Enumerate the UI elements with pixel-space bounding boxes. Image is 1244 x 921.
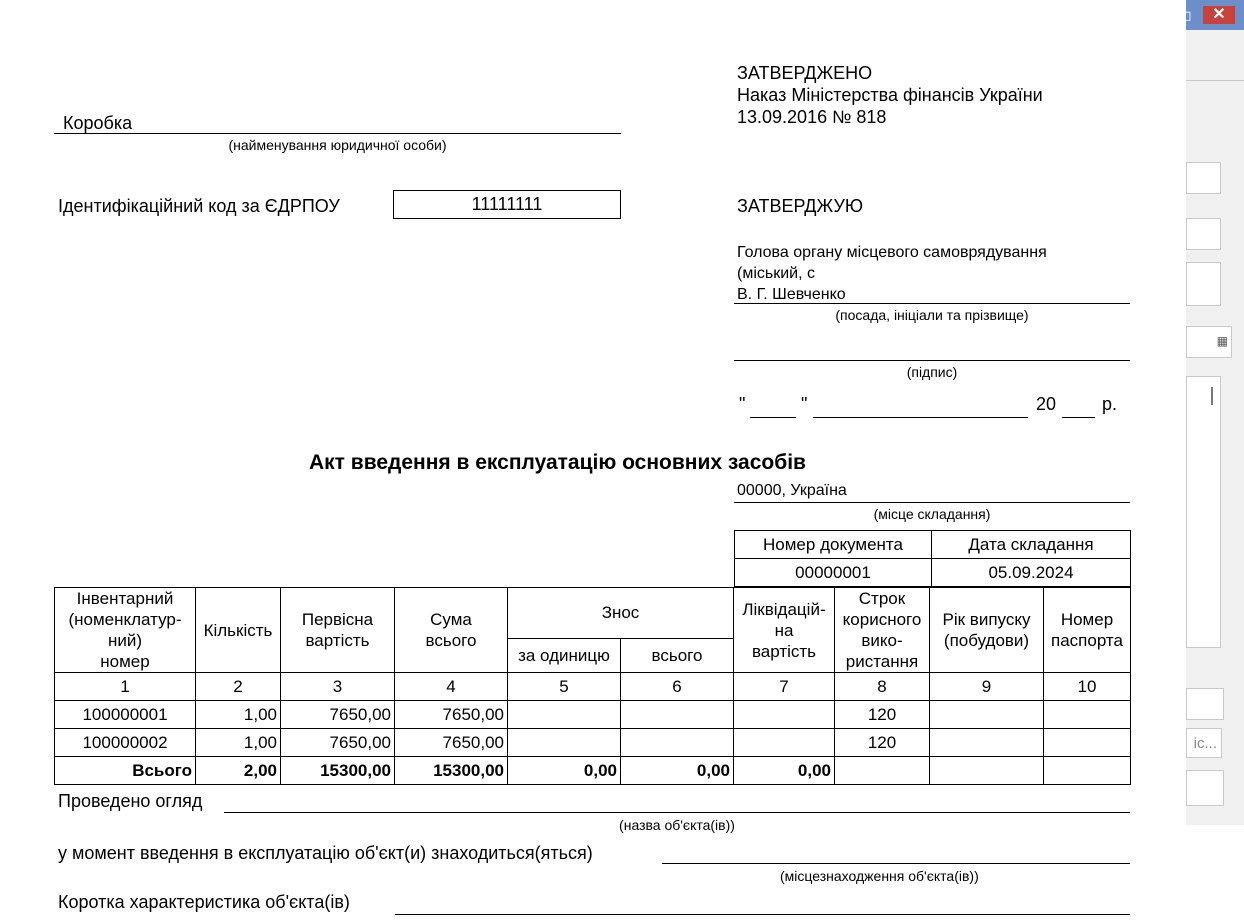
- cell-dep-total: [621, 729, 734, 757]
- side-panel: [1172, 0, 1244, 921]
- cell-inventory: 100000002: [55, 729, 196, 757]
- date-day-line: [750, 417, 796, 418]
- total-quantity: 2,00: [196, 757, 281, 785]
- col-number: 1: [55, 673, 196, 701]
- table-row: [55, 701, 1131, 729]
- place-line: [734, 502, 1130, 503]
- col-year-header: Рік випуску (побудови): [930, 588, 1044, 673]
- cell-initial: 7650,00: [281, 729, 395, 757]
- col-number: 9: [930, 673, 1044, 701]
- restore-icon[interactable]: ◻: [1180, 7, 1192, 23]
- cell-life: 120: [835, 701, 930, 729]
- total-passport: [1044, 757, 1131, 785]
- cell-life: 120: [835, 729, 930, 757]
- col-number: 4: [395, 673, 508, 701]
- inspection-line: [224, 812, 1130, 813]
- cell-quantity: 1,00: [196, 701, 281, 729]
- doc-number: 00000001: [735, 559, 932, 587]
- signature-line: [734, 360, 1130, 361]
- doc-info-table: [734, 530, 1131, 587]
- location-caption: (місцезнаходження об'єкта(ів)): [780, 868, 979, 884]
- date-month-line: [813, 417, 1028, 418]
- cell-per-unit: [508, 701, 621, 729]
- date-quote-close: ": [801, 394, 808, 414]
- total-year: [930, 757, 1044, 785]
- cell-year: [930, 701, 1044, 729]
- total-initial: 15300,00: [281, 757, 395, 785]
- side-button[interactable]: [1186, 688, 1224, 720]
- doc-date-label: Дата складання: [932, 531, 1131, 559]
- org-caption: (найменування юридичної особи): [228, 137, 447, 153]
- date-year-line: [1062, 417, 1095, 418]
- cell-per-unit: [508, 729, 621, 757]
- approval-block: [737, 62, 1043, 128]
- date-year-suffix: р.: [1102, 394, 1118, 414]
- cell-inventory: 100000001: [55, 701, 196, 729]
- total-life: [835, 757, 930, 785]
- total-row: [55, 757, 1131, 785]
- scrollbar-thumb[interactable]: [1211, 387, 1213, 405]
- col-number: 8: [835, 673, 930, 701]
- doc-number-label: Номер документа: [735, 531, 932, 559]
- cell-sum: 7650,00: [395, 729, 508, 757]
- col-number: 3: [281, 673, 395, 701]
- cell-year: [930, 729, 1044, 757]
- col-number: 10: [1044, 673, 1131, 701]
- col-quantity-header: Кількість: [196, 588, 281, 673]
- col-number: 6: [621, 673, 734, 701]
- org-name: Коробка: [63, 113, 133, 133]
- side-date-field[interactable]: [1186, 326, 1232, 358]
- head-block: [737, 242, 1047, 305]
- col-life-header: Строк корисного вико- ристання: [835, 588, 930, 673]
- header-row: [55, 588, 1131, 639]
- col-number: 2: [196, 673, 281, 701]
- close-icon[interactable]: ✕: [1203, 6, 1235, 24]
- approved-title: ЗАТВЕРДЖЕНО: [737, 63, 873, 83]
- col-initial-header: Первісна вартість: [281, 588, 395, 673]
- calendar-icon[interactable]: ▦: [1216, 334, 1228, 348]
- edrpou-value: 11111111: [393, 190, 621, 219]
- table-row: [55, 729, 1131, 757]
- doc-date: 05.09.2024: [932, 559, 1131, 587]
- characteristics-line: [395, 914, 1130, 915]
- org-name-line: [54, 133, 621, 134]
- col-inventory-header: Інвентарний (номенклатур- ний) номер: [55, 588, 196, 673]
- approved-order: Наказ Міністерства фінансів України: [737, 85, 1043, 105]
- col-depreciation-header: Знос: [508, 588, 734, 639]
- cell-dep-total: [621, 701, 734, 729]
- col-passport-header: Номер паспорта: [1044, 588, 1131, 673]
- head-position-2: (міський, с: [737, 265, 815, 282]
- head-name: В. Г. Шевченко: [737, 286, 846, 303]
- object-name-caption: (назва об'єкта(ів)): [619, 817, 735, 833]
- location-line: [662, 863, 1130, 864]
- place: 00000, Україна: [737, 482, 847, 499]
- col-liquidation-header: Ліквідацій- на вартість: [734, 588, 835, 673]
- signature-caption: (підпис): [906, 364, 958, 380]
- head-name-line: [734, 303, 1130, 304]
- assets-table: [54, 587, 1131, 785]
- col-dep-total-header: всього: [621, 638, 734, 672]
- edrpou-label: Ідентифікаційний код за ЄДРПОУ: [58, 196, 340, 216]
- date-year-prefix: 20: [1036, 394, 1057, 414]
- side-button[interactable]: [1186, 770, 1224, 806]
- side-partial-button[interactable]: іс...: [1186, 728, 1222, 758]
- date-quote-open: ": [739, 394, 746, 414]
- side-list[interactable]: [1186, 376, 1221, 648]
- total-label: Всього: [55, 757, 196, 785]
- document-title: Акт введення в експлуатацію основних засобів: [309, 451, 806, 474]
- cell-passport: [1044, 729, 1131, 757]
- column-numbers-row: [55, 673, 1131, 701]
- cell-liquidation: [734, 701, 835, 729]
- col-per-unit-header: за одиницю: [508, 638, 621, 672]
- place-caption: (місце складання): [873, 506, 991, 522]
- col-sum-header: Сума всього: [395, 588, 508, 673]
- total-sum: 15300,00: [395, 757, 508, 785]
- cell-passport: [1044, 701, 1131, 729]
- col-number: 5: [508, 673, 621, 701]
- approved-date: 13.09.2016 № 818: [737, 107, 887, 127]
- cell-initial: 7650,00: [281, 701, 395, 729]
- col-number: 7: [734, 673, 835, 701]
- confirm-title: ЗАТВЕРДЖУЮ: [737, 196, 864, 216]
- inspection-label: Проведено огляд: [58, 791, 203, 811]
- total-liquidation: 0,00: [734, 757, 835, 785]
- location-label: у момент введення в експлуатацію об'єкт(и) знаходиться(яться): [58, 843, 593, 863]
- characteristics-label: Коротка характеристика об'єкта(ів): [58, 892, 350, 912]
- head-position: Голова органу місцевого самоврядування: [737, 244, 1047, 261]
- side-divider: [1186, 80, 1244, 82]
- position-caption: (посада, ініціали та прізвище): [835, 307, 1029, 323]
- cell-liquidation: [734, 729, 835, 757]
- side-field[interactable]: [1186, 218, 1221, 250]
- side-field[interactable]: [1186, 162, 1221, 194]
- total-per-unit: 0,00: [508, 757, 621, 785]
- total-dep-total: 0,00: [621, 757, 734, 785]
- side-field[interactable]: [1186, 262, 1221, 306]
- cell-quantity: 1,00: [196, 729, 281, 757]
- cell-sum: 7650,00: [395, 701, 508, 729]
